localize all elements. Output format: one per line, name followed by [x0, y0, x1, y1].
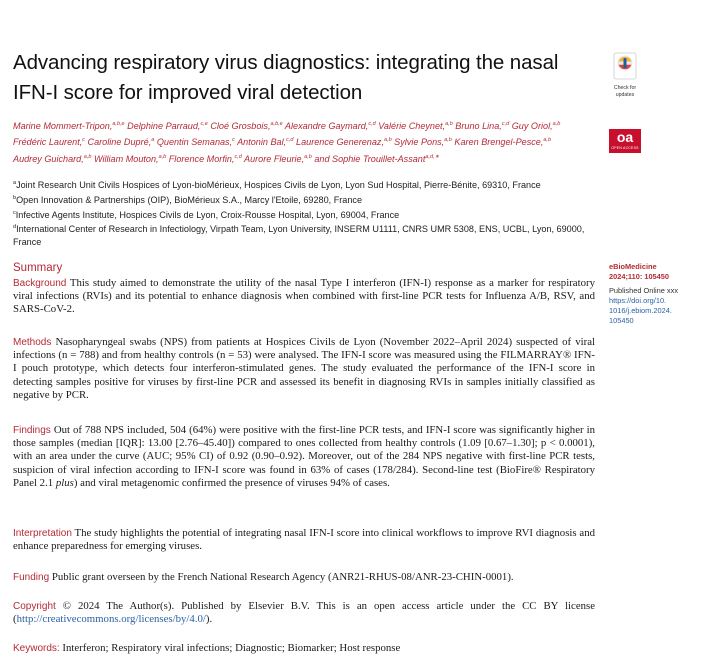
author[interactable]: Karen Brengel-Pesce,$^{a,b}$ — [454, 137, 552, 148]
article-title — [13, 48, 603, 108]
section-heading: Funding — [13, 572, 50, 583]
section-text: This study aimed to demonstrate the utility of the nasal Type I interferon (IFN-I) response as a marker for respiratory viral infections (RVIs) and its potential to enhance diagnosis when combined with first-line PCR tests for Influenza A/B, RSV, and SARS-CoV-2. — [13, 277, 595, 316]
journal-sidebar — [609, 262, 709, 327]
affiliation: $^c$Infective Agents Institute, Hospices Civils de Lyon, Croix-Rousse Hospital, Lyon, 69004, France — [13, 209, 400, 220]
section-heading: Findings — [13, 425, 51, 436]
doi-line: https://doi.org/10. — [609, 295, 667, 305]
section-text: Nasopharyngeal swabs (NPS) from patients at Hospices Civils de Lyon (November 2022–April 2024) suspected of viral infections (n = 788) and from healthy controls (n = 53) were analysed. The IFN-I score was measured using the FILMARRAY® IFN-I pouch prototype, which detects four interferon-stimulated genes. The study evaluated the performance of the IFN-I score in detecting samples positive for viruses by first-line PCR and assessed its benefit in diagnosing RVIs in samples initially classified as negative by PCR. — [13, 336, 595, 401]
methods-section — [13, 336, 595, 402]
affiliation: $^a$Joint Research Unit Civils Hospices of Lyon-bioMérieux, Hospices Civils de Lyon, Lyon Sud Hospital, Pierre-Bénite, 69310, France — [13, 180, 541, 191]
author[interactable]: Delphine Parraud,$^{c,e}$ — [127, 121, 208, 132]
oa-logo-subtext: OPEN ACCESS — [611, 146, 639, 150]
journal-name[interactable]: eBioMedicine — [609, 262, 657, 271]
section-text-italic: plus — [55, 476, 74, 489]
check-badge-label-1: Check for — [613, 85, 637, 91]
author[interactable]: Alexandre Gaymard,$^{c,d}$ — [284, 121, 376, 132]
section-heading: Interpretation — [13, 528, 72, 539]
author[interactable]: Audrey Guichard,$^{a,b}$ — [13, 153, 92, 164]
background-section — [13, 277, 595, 317]
funding-section — [13, 571, 595, 584]
keywords-text: Interferon; Respiratory viral infections; Diagnostic; Biomarker; Host response — [62, 642, 401, 654]
check-for-updates-icon — [613, 52, 637, 80]
findings-section — [13, 424, 595, 490]
doi-link[interactable] — [609, 296, 709, 327]
author[interactable]: Florence Morfin,$^{c,d}$ — [168, 153, 242, 164]
author[interactable]: Marine Mommert-Tripon,$^{a,b,e}$ — [13, 121, 125, 132]
author[interactable]: Caroline Dupré,$^a$ — [87, 137, 155, 148]
author[interactable]: Bruno Lina,$^{c,d}$ — [455, 121, 510, 132]
author[interactable]: Frédéric Laurent,$^c$ — [13, 137, 85, 148]
published-online: Published Online xxx — [609, 285, 679, 295]
section-text: © 2024 The Author(s). Published by Elsevier B.V. This is an open access article under the CC BY license ( — [13, 600, 596, 626]
author[interactable]: Laurence Generenaz,$^{a,b}$ — [296, 137, 392, 148]
author[interactable]: Aurore Fleurie,$^{a,b}$ — [244, 153, 312, 164]
section-text: ). — [205, 613, 213, 626]
keywords — [13, 642, 613, 655]
interpretation-section — [13, 527, 595, 553]
title-line-2: IFN-I score for improved viral detection — [13, 81, 363, 104]
section-heading: Copyright — [13, 601, 56, 612]
check-badge-label-2: updates — [615, 91, 635, 98]
keywords-heading: Keywords: — [13, 643, 60, 654]
section-text: Out of 788 NPS included, 504 (64%) were positive with the first-line PCR tests, and IFN-I score was significantly higher in those samples (median [IQR]: 13.00 [2.76–45.40]) compared to ones collected from healthy controls (1.09 [0.67–1.30]; p < 0.0001), with an area under the curve (AUC; 95% CI) of 0.92 (0.90–0.92). Moreover, out of the 284 NPS negative with first-line PCR tests, suspicion of viral infection according to IFN-I score was found in 63% of cases (178/284). Second-line test (BioFire® Respiratory Panel 2.1 — [13, 424, 595, 489]
check-for-updates-badge[interactable] — [609, 52, 641, 98]
section-heading: Methods — [13, 337, 52, 348]
doi-line: 105450 — [609, 316, 634, 326]
author[interactable]: Valérie Cheynet,$^{a,b}$ — [378, 121, 453, 132]
summary-heading: Summary — [13, 262, 63, 274]
open-access-badge — [609, 129, 641, 153]
section-heading: Background — [13, 278, 67, 289]
author-list — [13, 117, 598, 166]
author[interactable]: William Mouton,$^{a,b}$ — [93, 153, 167, 164]
affiliation: $^b$Open Innovation & Partnerships (OIP), BioMérieux S.A., Marcy l'Etoile, 69280, France — [13, 194, 363, 205]
copyright-section — [13, 600, 595, 626]
author[interactable]: Guy Oriol,$^{a,b}$ — [511, 121, 561, 132]
section-text: The study highlights the potential of integrating nasal IFN-I score into clinical workflows to improve RVI diagnosis and enhance preparedness for emerging viruses. — [13, 527, 595, 553]
doi-line: 1016/j.ebiom.2024. — [609, 306, 672, 316]
section-text: ) and viral metagenomic confirmed the presence of viruses 94% of cases. — [73, 476, 390, 489]
author[interactable]: Sylvie Pons,$^{a,b}$ — [394, 137, 452, 148]
section-text: Public grant overseen by the French National Research Agency (ANR21-RHUS-08/ANR-23-CHIN-0001). — [51, 571, 514, 583]
author[interactable]: Antonin Bal,$^{c,d}$ — [237, 137, 294, 148]
license-link[interactable]: http://creativecommons.org/licenses/by/4.0/ — [16, 613, 206, 626]
author[interactable]: and Sophie Trouillet-Assant$^{a,d,∗}$ — [314, 153, 440, 164]
journal-volume: 2024;110: 105450 — [609, 272, 670, 282]
author[interactable]: Cloé Grosbois,$^{a,b,e}$ — [210, 121, 283, 132]
oa-logo-text: oa — [616, 129, 634, 145]
affiliation: $^d$International Center of Research in Infectiology, Virpath Team, Lyon University, INSERM U1111, CNRS UMR 5308, ENS, UCBL, Lyon, 69000, France — [13, 224, 585, 248]
affiliations — [13, 177, 598, 249]
author[interactable]: Quentin Semanas,$^c$ — [156, 137, 235, 148]
title-line-1: Advancing respiratory virus diagnostics: integrating the nasal — [13, 51, 559, 74]
